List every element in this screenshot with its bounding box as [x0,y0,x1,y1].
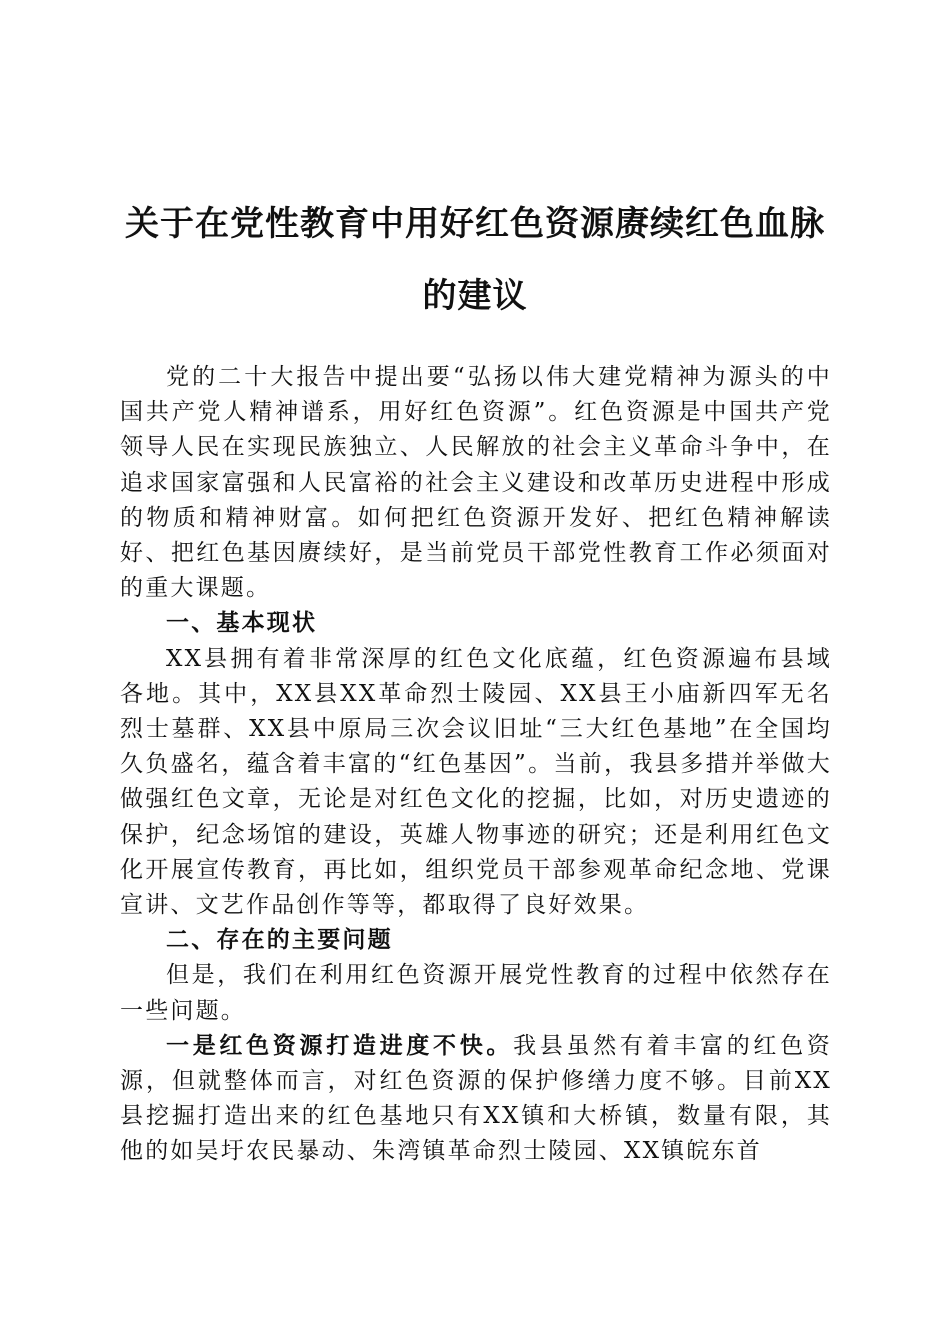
section1-paragraph: XX县拥有着非常深厚的红色文化底蕴，红色资源遍布县域各地。其中，XX县XX革命烈士陵园、XX县王小庙新四军无名烈士墓群、XX县中原局三次会议旧址“三大红色基地”在全国均久负盛名，蕴含着丰富的“红色基因”。当前，我县多措并举做大做强红色文章，无论是对红色文化的挖掘，比如，对历史遗迹的保护，纪念场馆的建设，英雄人物事迹的研究；还是利用红色文化开展宣传教育，再比如，组织党员干部参观革命纪念地、党课宣讲、文艺作品创作等等，都取得了良好效果。 [120,645,832,919]
point1-lead: 一是红色资源打造进度不快。 [166,1032,514,1059]
section2-intro-paragraph: 但是，我们在利用红色资源开展党性教育的过程中依然存在一些问题。 [120,962,832,1024]
document-title-line2: 的建议 [422,276,528,316]
intro-paragraph: 党的二十大报告中提出要“弘扬以伟大建党精神为源头的中国共产党人精神谱系，用好红色资源”。红色资源是中国共产党领导人民在实现民族独立、人民解放的社会主义革命斗争中，在追求国家富强和人民富裕的社会主义建设和改革历史进程中形成的物质和精神财富。如何把红色资源开发好、把红色精神解读好、把红色基因赓续好，是当前党员干部党性教育工作必须面对的重大课题。 [120,364,832,602]
section1-heading: 一、基本现状 [166,610,318,637]
point1-paragraph [120,1029,832,1170]
point1-body: 我县虽然有着丰富的红色资源，但就整体而言，对红色资源的保护修缮力度不够。目前XX县挖掘打造出来的红色基地只有XX镇和大桥镇，数量有限，其他的如吴圩农民暴动、朱湾镇革命烈士陵园、XX镇皖东首 [120,1032,832,1165]
document-title-line1: 关于在党性教育中用好红色资源赓续红色血脉 [125,204,825,244]
section2-heading: 二、存在的主要问题 [166,927,393,954]
document-body [120,360,832,1170]
